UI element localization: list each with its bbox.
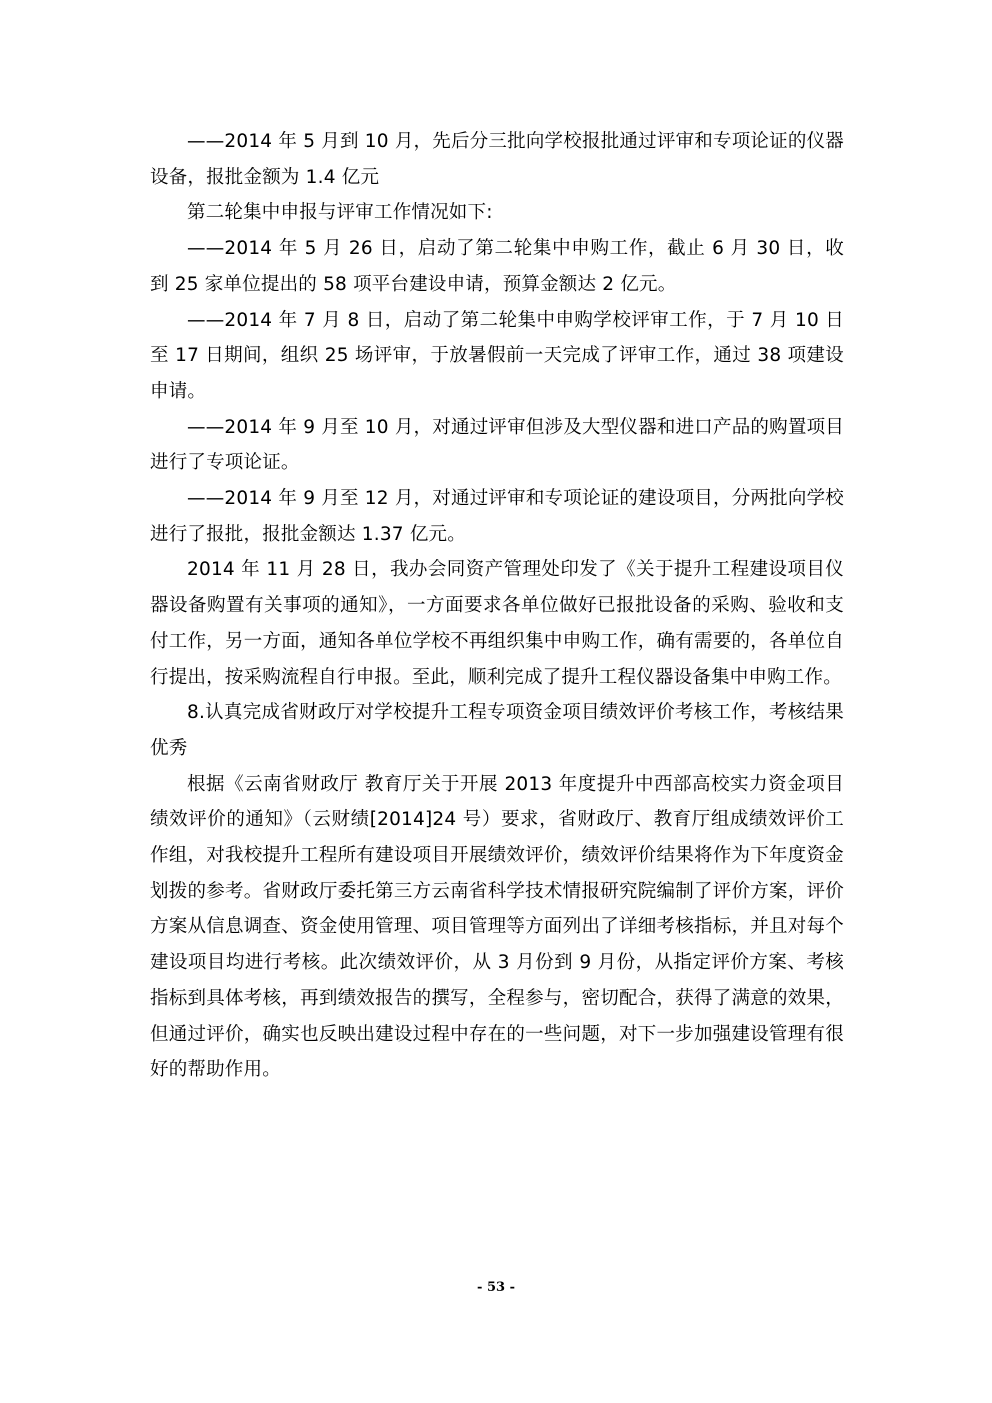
paragraph-approval-report: ——2014 年 9 月至 12 月，对通过评审和专项论证的建设项目，分两批向学校进行了报批，报批金额达 1.37 亿元。 [150,488,844,545]
paragraph-second-round-review: ——2014 年 7 月 8 日，启动了第二轮集中申购学校评审工作，于 7 月 10 日至 17 日期间，组织 25 场评审，于放暑假前一天完成了评审工作，通过 38 项建设申请。 [150,309,844,402]
document-body [150,124,844,1088]
paragraph-notice-issued: 2014 年 11 月 28 日，我办会同资产管理处印发了《关于提升工程建设项目仪器设备购置有关事项的通知》，一方面要求各单位做好已报批设备的采购、验收和支付工作，另一方面，通知各单位学校不再组织集中申购工作，确有需要的，各单位自行提出，按采购流程自行申报。至此，顺利完成了提升工程仪器设备集中申购工作。 [150,559,844,688]
paragraph-batch-approval: ——2014 年 5 月到 10 月，先后分三批向学校报批通过评审和专项论证的仪器设备，报批金额为 1.4 亿元 [150,131,844,188]
section-heading-performance-evaluation: 8.认真完成省财政厅对学校提升工程专项资金项目绩效评价考核工作，考核结果优秀 [150,702,844,759]
paragraph-special-verification: ——2014 年 9 月至 10 月，对通过评审但涉及大型仪器和进口产品的购置项目进行了专项论证。 [150,416,844,474]
paragraph-second-round-launch: ——2014 年 5 月 26 日，启动了第二轮集中申购工作，截止 6 月 30 日，收到 25 家单位提出的 58 项平台建设申请，预算金额达 2 亿元。 [150,238,844,295]
paragraph-second-round-heading: 第二轮集中申报与评审工作情况如下: [187,202,493,224]
paragraph-evaluation-details: 根据《云南省财政厅 教育厅关于开展 2013 年度提升中西部高校实力资金项目绩效评价的通知》（云财绩[2014]24 号）要求，省财政厅、教育厅组成绩效评价工作组，对我校提升工程所有建设项目开展绩效评价，绩效评价结果将作为下年度资金划拨的参考。省财政厅委托第三方云南省科学技术情报研究院编制了评价方案，评价方案从信息调查、资金使用管理、项目管理等方面列出了详细考核指标，并且对每个建设项目均进行考核。此次绩效评价，从 3 月份到 9 月份，从指定评价方案、考核指标到具体考核，再到绩效报告的撰写，全程参与，密切配合，获得了满意的效果，但通过评价，确实也反映出建设过程中存在的一些问题，对下一步加强建设管理有很好的帮助作用。 [150,773,844,1081]
page-number: - 53 - [477,1280,515,1295]
